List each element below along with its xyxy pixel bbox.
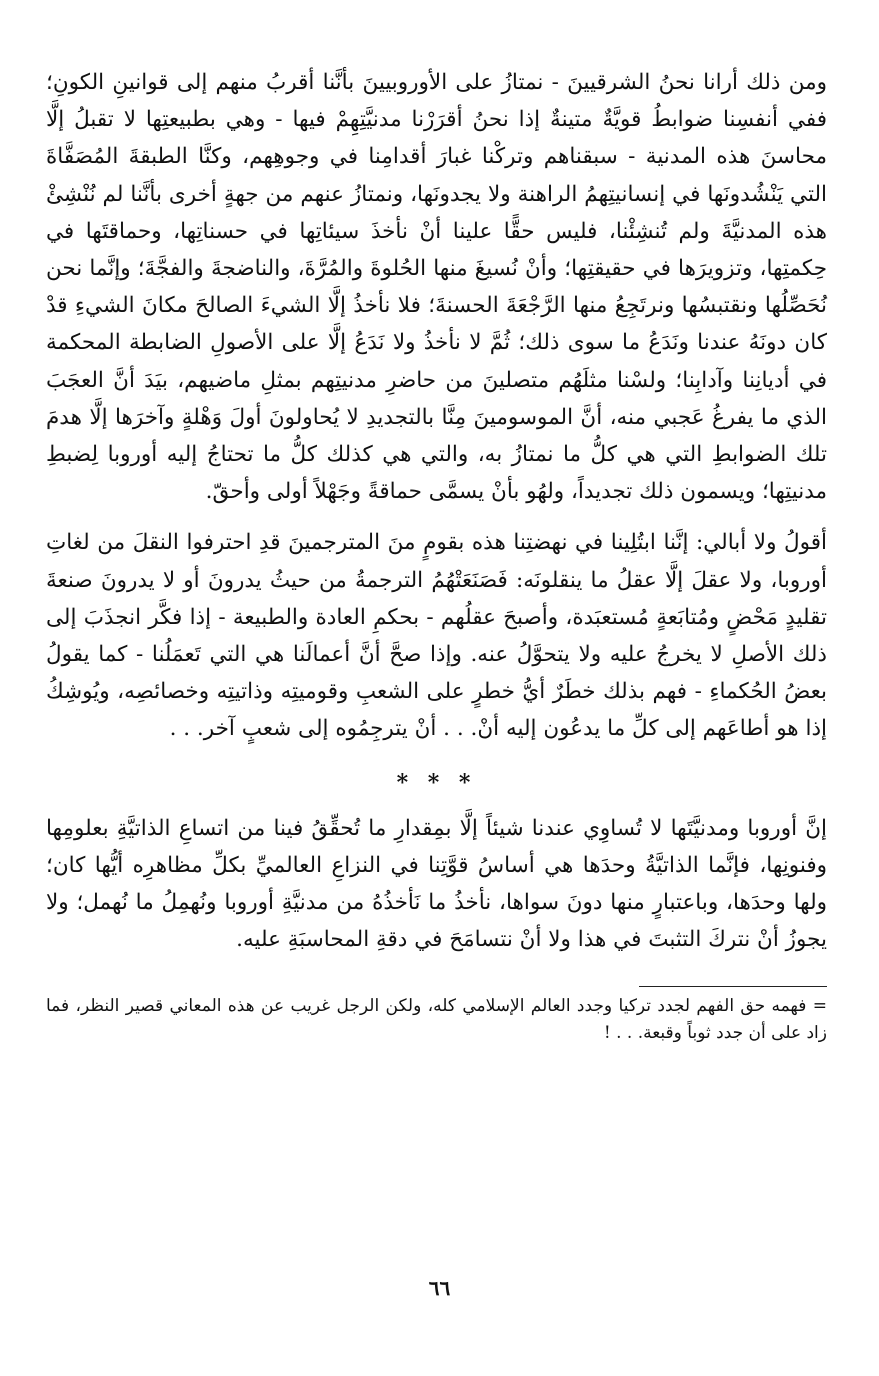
- body-paragraph-3: إنَّ أوروبا ومدنيَّتَها لا تُساوِي عندنا شيئاً إلَّا بمِقدارِ ما تُحقِّقُ فينا من اتساعِ الذاتيَّةِ بعلومِها وفنونِها، فإنَّما الذاتيَّةُ وحدَها هي أساسُ قوَّتِنا في النزاعِ العالميِّ بكلِّ مظاهرِه أيُّها كان؛ ولها وحدَها، وباعتبارٍ منها دونَ سواها، نأخذُ ما نَأخذُهُ من مدنيَّةِ أوروبا ونُهمِلُ ما نُهمل؛ ولا يجوزُ أنْ نتركَ التثبتَ في هذا ولا أنْ نتسامَحَ في دقةِ المحاسبَةِ عليه.: [46, 815, 827, 953]
- footnote-divider: [639, 986, 827, 987]
- page-number: ٦٦: [428, 1276, 451, 1300]
- footnote: = فهمه حق الفهم لجدد تركيا وجدد العالم الإسلامي كله، ولكن الرجل غريب عن هذه المعاني قصير النظر، فما زاد على أن جدد ثوباً وقبعة. . . !: [46, 996, 827, 1044]
- body-paragraph-1: ومن ذلك أرانا نحنُ الشرقيينَ - نمتازُ على الأوروبيينَ بأنَّنا أقربُ منهم إلى قوانينِ الكونِ؛ ففي أنفسِنا ضوابطُ قويَّةٌ متينةٌ إذا نحنُ أقرَرْنا مدنيَّتِهِمْ فيها - وهي بطبيعتِها لا تقبلُ إلَّا محاسنَ هذه المدنية - سبقناهم وتركْنا غبارَ أقدامِنا في وجوهِهم، وكنَّا الطبقةَ المُصَفَّاةَ التي يَنْشُدونَها في إنسانيتِهمُ الراهنة ولا يجدونَها، ونمتازُ عنهم من جهةٍ أخرى بأنَّنا لم نُنْشِئْ هذه المدنيَّةَ ولم تُنشِئْنا، فليس حقًّا علينا أنْ نأخذَ سيئاتِها في حسناتِها، وحماقتَها في حِكمتِها، وتزويرَها في حقيقتِها؛ وأنْ نُسيغَ منها الحُلوةَ والمُرَّةَ، والناضجةَ والفجَّةَ؛ وإنَّما نحن نُحَصِّلُها ونقتبسُها ونرتَجِعُ منها الرَّجْعَةَ الحسنةَ؛ فلا نأخذُ إلَّا الشيءَ الصالحَ مكانَ الشيءِ قدْ كان دونَهُ عندنا ونَدَعُ ما سوى ذلك؛ ثُمَّ لا نأخذُ ولا نَدَعُ إلَّا على الأصولِ الضابطة المحكمة في أديانِنا وآدابِنا؛ ولسْنا مثلَهُم متصلينَ من حاضرِ مدنيتِهم بمثلِ ماضيهم، بيَدَ أنَّ العجَبَ الذي ما يفرغُ عَجبي منه، أنَّ الموسومينَ مِنَّا بالتجديدِ لا يُحاولونَ أولَ وَهْلةٍ وآخرَها إلَّا هدمَ تلك الضوابطِ التي هي كلُّ ما نمتازُ به، والتي هي كذلك كلُّ ما تحتاجُ إليه أوروبا لِضبطِ مدنيتِها؛ ويسمون ذلك تجديداً، ولهُو بأنْ يسمَّى حماقةً وجَهْلاً أولى وأحقّ.: [46, 70, 827, 505]
- page-body: [46, 64, 827, 1047]
- section-separator: * * *: [396, 769, 477, 796]
- body-paragraph-2: أقولُ ولا أبالي: إنَّنا ابتُلِينا في نهضتِنا هذه بقومٍ منَ المترجمينَ قدِ احترفوا النقلَ من لغاتِ أوروبا، ولا عقلَ إلَّا عقلُ ما ينقلونَه: فَصَنَعَتْهُمُ الترجمةُ من حيثُ يدرونَ أو لا يدرونَ صنعةَ تقليدٍ مَحْضٍ ومُتابَعةٍ مُستعبَدة، وأصبحَ عقلُهم - بحكمِ العادة والطبيعة - إذا فكَّر انجذَبَ إلى ذلك الأصلِ لا يخرجُ عليه ولا يتحوَّلُ عنه. وإذا صحَّ أنَّ أعمالَنا هي التي تَعمَلُنا - كما يقولُ بعضُ الحُكماءِ - فهم بذلك خطَرٌ أيُّ خطرٍ على الشعبِ وقوميتِه وذاتيتِه وخصائصِه، ويُوشِكُ إذا هو أطاعَهم إلى كلِّ ما يدعُون إليه أنْ. . . أنْ يترجِمُوه إلى شعبٍ آخر. . .: [46, 530, 827, 742]
